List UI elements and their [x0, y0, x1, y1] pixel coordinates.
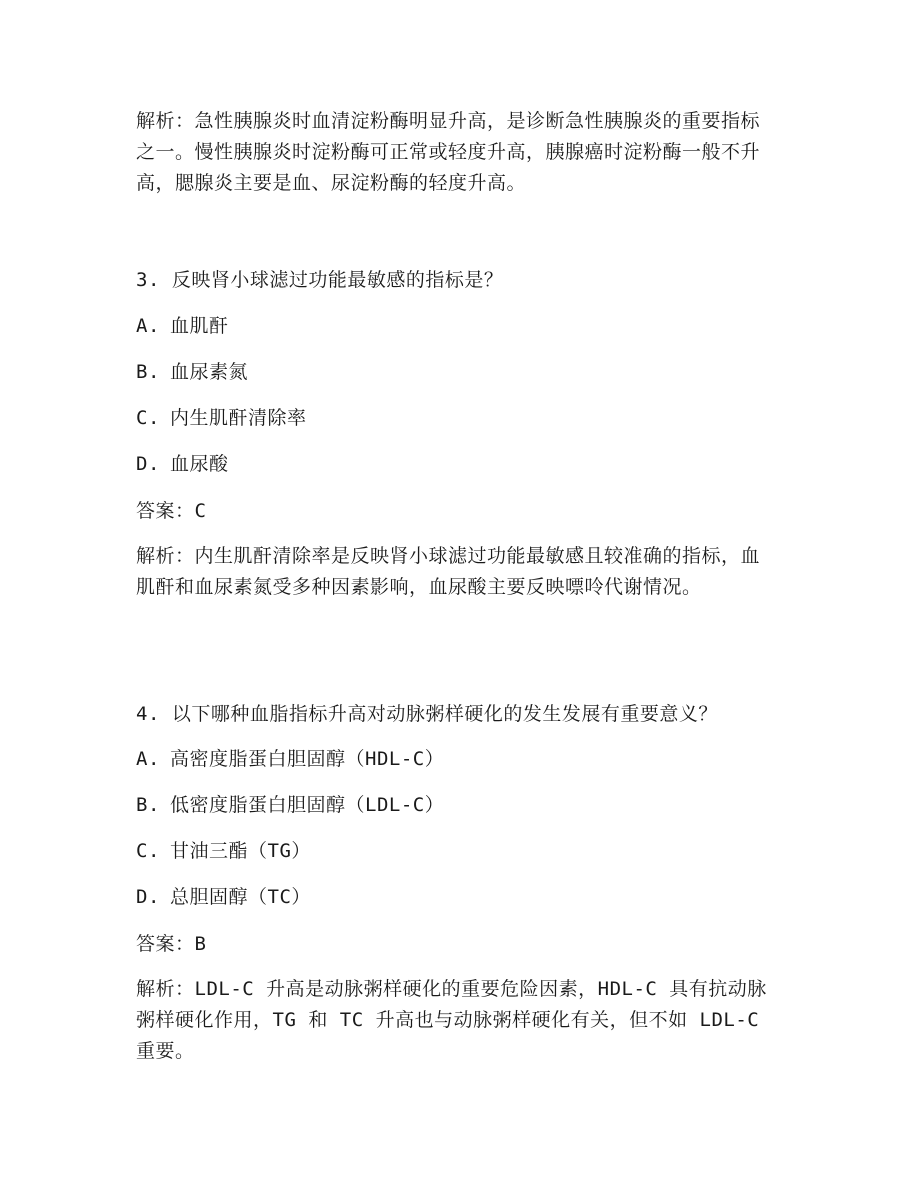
q4-answer: 答案：B	[136, 933, 207, 955]
q3-option-b	[136, 358, 248, 386]
option-text: 甘油三酯（TG）	[170, 840, 311, 862]
q3-option-d	[136, 450, 229, 478]
q4-option-d	[136, 883, 311, 911]
option-text: 血肌酐	[170, 315, 229, 337]
option-text: 内生肌酐清除率	[170, 407, 307, 429]
question-3-text: 3. 反映肾小球滤过功能最敏感的指标是？	[136, 269, 504, 291]
option-text: 低密度脂蛋白胆固醇（LDL-C）	[170, 794, 445, 816]
q3-option-c	[136, 404, 307, 432]
q3-analysis-paragraph: 解析：内生肌酐清除率是反映肾小球滤过功能最敏感且较准确的指标，血肌酐和血尿素氮受多种因素影响，血尿酸主要反映嘌呤代谢情况。	[136, 545, 761, 598]
option-letter: A.	[136, 748, 160, 770]
option-letter: B.	[136, 794, 160, 816]
q4-option-b	[136, 791, 444, 819]
q4-option-c	[136, 837, 311, 865]
analysis-paragraph: 解析：急性胰腺炎时血清淀粉酶明显升高，是诊断急性胰腺炎的重要指标之一。慢性胰腺炎时淀粉酶可正常或轻度升高，胰腺癌时淀粉酶一般不升高，腮腺炎主要是血、尿淀粉酶的轻度升高。	[136, 110, 761, 194]
option-letter: C.	[136, 407, 160, 429]
question-4-text: 4. 以下哪种血脂指标升高对动脉粥样硬化的发生发展有重要意义？	[136, 703, 718, 725]
option-text: 血尿素氮	[170, 361, 249, 383]
option-text: 血尿酸	[170, 453, 229, 475]
option-text: 高密度脂蛋白胆固醇（HDL-C）	[170, 748, 445, 770]
option-text: 总胆固醇（TC）	[170, 886, 311, 908]
option-letter: D.	[136, 886, 160, 908]
option-letter: D.	[136, 453, 160, 475]
option-letter: B.	[136, 361, 160, 383]
q3-answer: 答案：C	[136, 500, 207, 522]
q4-analysis-paragraph: 解析：LDL-C 升高是动脉粥样硬化的重要危险因素，HDL-C 具有抗动脉粥样硬化作用，TG 和 TC 升高也与动脉粥样硬化有关，但不如 LDL-C 重要。	[136, 978, 767, 1062]
option-letter: C.	[136, 840, 160, 862]
q3-option-a	[136, 312, 229, 340]
option-letter: A.	[136, 315, 160, 337]
q4-option-a	[136, 745, 444, 773]
